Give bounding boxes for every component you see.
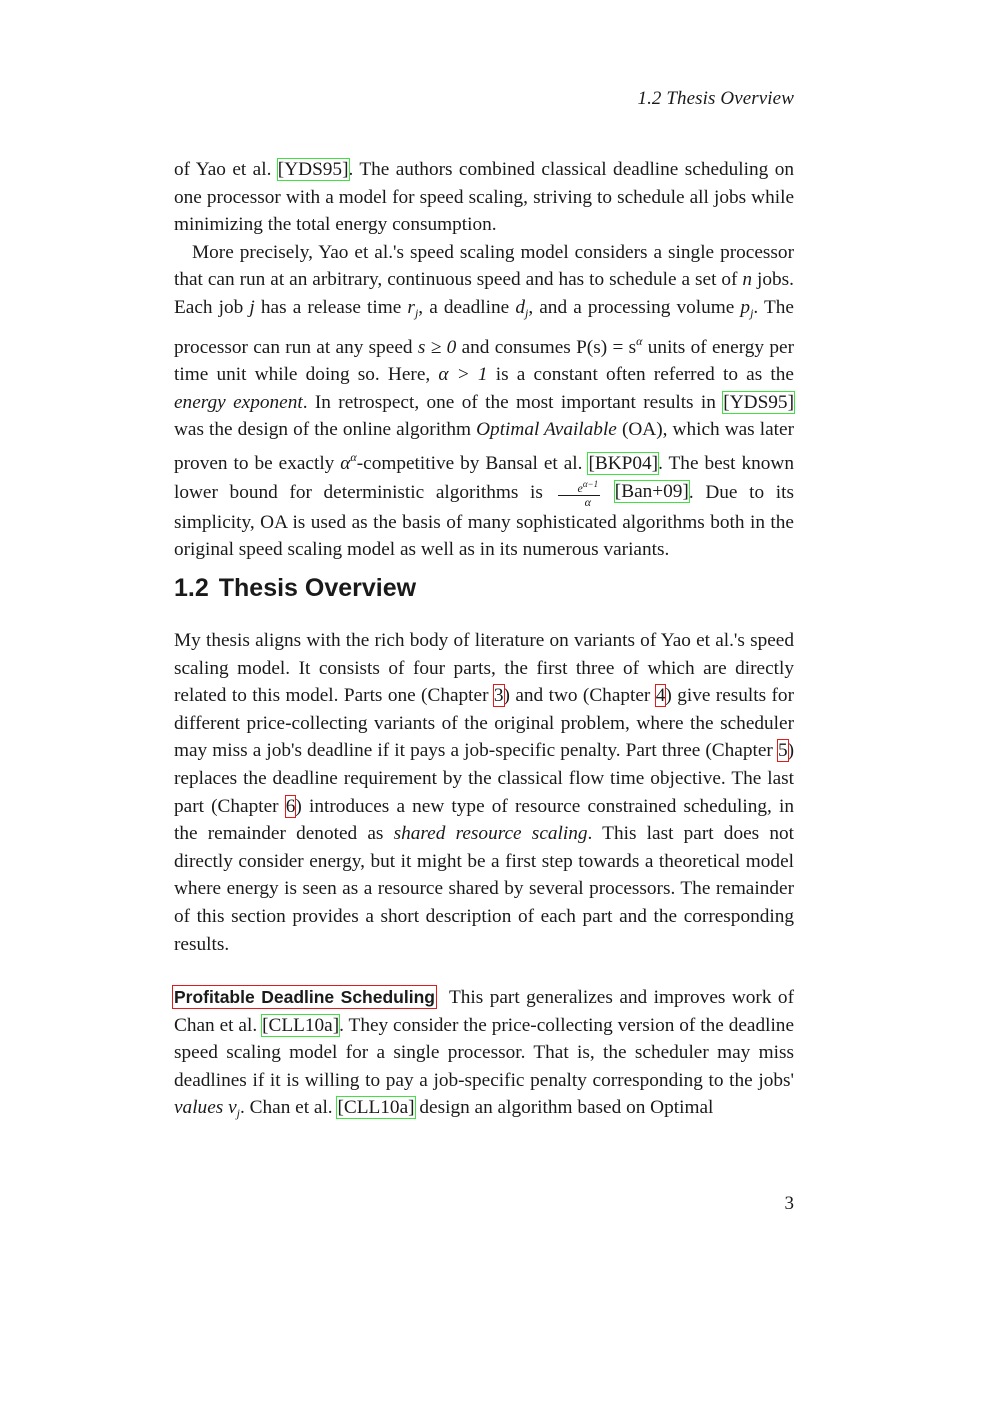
- section-number: 1.2: [174, 574, 209, 602]
- math-power-function: P(s) = s: [576, 336, 637, 358]
- math-fraction: [558, 478, 601, 509]
- emphasis-values: values: [174, 1097, 224, 1119]
- paragraph-3: [174, 627, 794, 958]
- math-deadline: d: [515, 296, 525, 318]
- text-run: . Due to its simplicity, OA is used as the basis of many sophisticated algorithms both in the original speed scaling model as well as in its numerous variants.: [174, 481, 794, 561]
- text-run: ) give results for different price-collecting variants of the original problem, where the scheduler may miss a job's deadline if it pays a job-specific penalty. Part three (Chapter: [174, 685, 794, 762]
- paragraph-heading-link[interactable]: Profitable Deadline Scheduling: [174, 987, 435, 1007]
- math-superscript: α: [636, 333, 643, 348]
- math-v: v: [228, 1097, 237, 1119]
- math-alpha: α: [340, 452, 351, 474]
- emphasis-shared-resource-scaling: shared resource scaling: [393, 823, 588, 845]
- body-block-2: [174, 627, 794, 958]
- text-run: My thesis aligns with the rich body of literature on variants of Yao et al.'s speed scaling model. It consists of four parts, the first three of which are directly related to this model. Parts one (Chapter: [174, 630, 794, 707]
- math-n: n: [742, 269, 753, 291]
- chapter-ref-6[interactable]: 6: [285, 795, 296, 817]
- math-speed: s ≥ 0: [417, 336, 457, 358]
- section-title: Thesis Overview: [218, 574, 417, 602]
- math-j: j: [249, 296, 255, 318]
- math-alpha-condition: α > 1: [438, 364, 488, 386]
- citation-yds95[interactable]: [YDS95]: [277, 159, 349, 180]
- body-block-3: [174, 984, 794, 1128]
- chapter-ref-4[interactable]: 4: [655, 685, 666, 707]
- paragraph-1: [174, 156, 794, 239]
- math-superscript: α−1: [582, 478, 599, 489]
- paragraph-4: [174, 984, 794, 1128]
- text-run: has a release time: [254, 296, 408, 318]
- text-run: . This last part does not directly consider energy, but it might be a first step towards a theoretical model where energy is seen as a resource shared by several processors. The remainder of this section provides a short description of each part and the corresponding results.: [174, 823, 794, 955]
- text-run: units of energy per time unit while doing so. Here,: [174, 336, 795, 386]
- text-run: design an algorithm based on Optimal: [414, 1097, 714, 1119]
- text-run: More precisely, Yao et al.'s speed scaling model considers a single processor that can run at an arbitrary, continuous speed and has to schedule a set of: [174, 241, 794, 291]
- text-run: This part generalizes and improves work of Chan et al.: [174, 987, 794, 1036]
- math-e: e: [577, 480, 583, 495]
- text-run: . Chan et al.: [240, 1097, 338, 1119]
- text-run: ) and two (Chapter: [503, 685, 656, 707]
- body-block-1: [174, 156, 794, 564]
- citation-yds95[interactable]: [YDS95]: [723, 391, 794, 413]
- citation-ban09[interactable]: [Ban+09]: [614, 481, 689, 503]
- text-run: . The processor can run at any speed: [174, 296, 794, 358]
- math-release-time: r: [407, 296, 415, 318]
- chapter-ref-3[interactable]: 3: [493, 685, 504, 707]
- text-run: . They consider the price-collecting version of the deadline speed scaling model for a single processor. That is, the scheduler may miss deadlines if it is willing to pay a job-specific penalty corresponding to the jobs': [174, 1014, 795, 1091]
- emphasis-energy-exponent: energy exponent: [174, 391, 303, 413]
- page-number: 3: [784, 1193, 794, 1214]
- paragraph-2: [174, 239, 794, 564]
- running-head: 1.2 Thesis Overview: [637, 88, 794, 109]
- section-heading: [174, 574, 416, 603]
- text-run: , a deadline: [418, 296, 516, 318]
- text-run: jobs. Each job: [174, 269, 794, 318]
- citation-cll10a[interactable]: [CLL10a]: [262, 1014, 340, 1036]
- emphasis-optimal-available: Optimal Available: [476, 419, 617, 441]
- math-subscript: j: [414, 305, 419, 320]
- text-run: . The best known lower bound for deterministic algorithms is: [174, 452, 794, 503]
- math-subscript: j: [524, 305, 529, 320]
- text-run: was the design of the online algorithm: [174, 419, 477, 441]
- fraction-numerator: [558, 478, 601, 496]
- citation-cll10a[interactable]: [CLL10a]: [337, 1097, 415, 1119]
- text-run: and consumes: [456, 336, 577, 358]
- text-run: is a constant often referred to as the: [487, 364, 794, 386]
- text-run: . The authors combined classical deadline scheduling on one processor with a model for speed scaling, striving to schedule all jobs while minimizing the total energy consumption.: [174, 159, 794, 236]
- text-run: ) introduces a new type of resource constrained scheduling, in the remainder denoted as: [174, 795, 794, 845]
- text-run: (OA), which was later proven to be exactly: [174, 419, 795, 474]
- text-run: , and a processing volume: [528, 296, 741, 318]
- text-run: ) replaces the deadline requirement by the classical flow time objective. The last part (Chapter: [174, 740, 794, 817]
- math-subscript: j: [236, 1106, 240, 1121]
- text-run: of Yao et al.: [174, 159, 278, 180]
- math-volume: p: [740, 296, 751, 318]
- math-subscript: j: [750, 305, 754, 320]
- fraction-denominator: α: [584, 494, 591, 509]
- text-run: . In retrospect, one of the most important results in: [302, 391, 724, 413]
- chapter-ref-5[interactable]: 5: [777, 740, 788, 762]
- math-superscript: α: [350, 449, 357, 464]
- citation-bkp04[interactable]: [BKP04]: [588, 452, 659, 474]
- text-run: -competitive by Bansal et al.: [356, 452, 589, 474]
